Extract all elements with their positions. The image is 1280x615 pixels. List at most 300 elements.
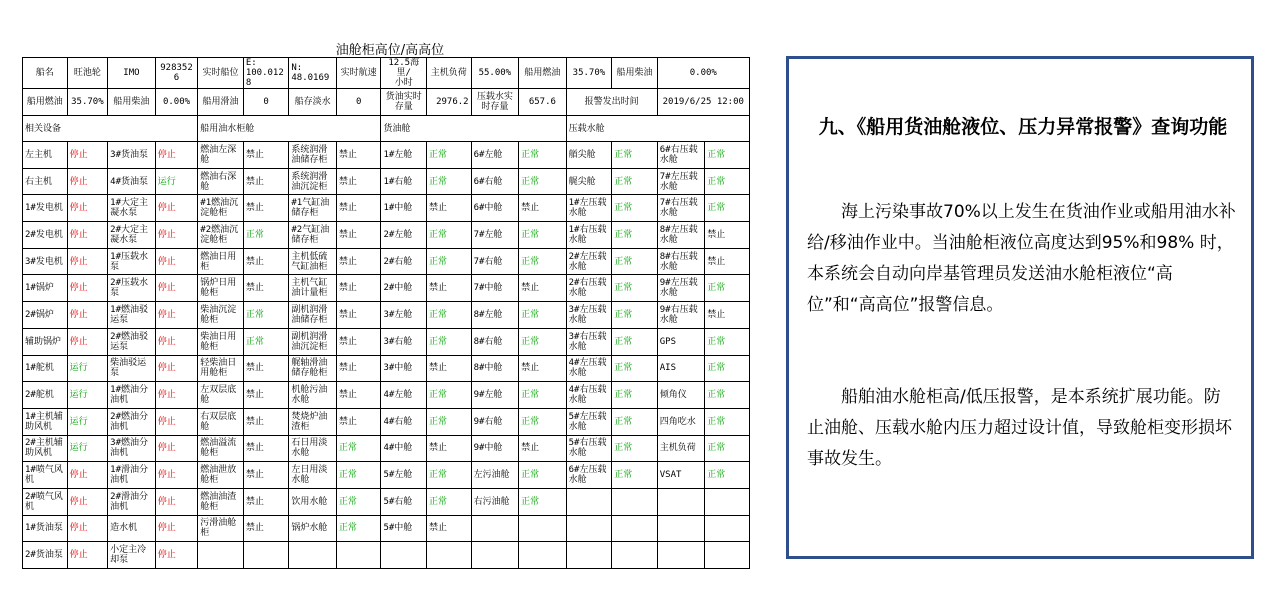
table-cell: 停止 (155, 302, 198, 329)
table-cell: 停止 (155, 195, 198, 222)
table-cell: 正常 (427, 248, 472, 275)
info-cell: 35.70% (566, 58, 612, 89)
table-cell: 正常 (612, 195, 658, 222)
table-cell: 禁止 (336, 248, 381, 275)
table-cell: 禁止 (243, 462, 289, 489)
table-cell: 禁止 (243, 435, 289, 462)
table-cell: 正常 (336, 515, 381, 542)
table-cell: 禁止 (243, 195, 289, 222)
panel-paragraph-2: 船舶油水舱柜高/低压报警，是本系统扩展功能。防止油舱、压载水舱内压力超过设计值，导致舱柜变形损坏事故发生。 (807, 387, 1232, 469)
info-cell: 657.6 (519, 89, 567, 116)
table-cell: 正常 (427, 408, 472, 435)
table-cell: 7#左舱 (471, 222, 519, 249)
table-cell: #2燃油沉 淀舱柜 (198, 222, 244, 249)
table-cell: 停止 (155, 542, 198, 569)
table-cell (427, 542, 472, 569)
info-cell: 报警发出时间 (566, 89, 657, 116)
info-cell: 12.5海里/ 小时 (381, 58, 427, 89)
table-cell: 正常 (243, 302, 289, 329)
table-row (23, 275, 750, 302)
table-cell: 禁止 (705, 302, 750, 329)
info-cell: 船用燃油 (519, 58, 567, 89)
table-cell: 正常 (243, 222, 289, 249)
feature-description-panel (786, 56, 1254, 559)
table-cell (705, 488, 750, 515)
table-cell: 4#左压载 水舱 (566, 355, 612, 382)
table-cell: 正常 (427, 328, 472, 355)
table-cell: 停止 (155, 222, 198, 249)
table-cell: 停止 (67, 328, 108, 355)
table-cell: 2#右压载 水舱 (566, 275, 612, 302)
table-cell: 禁止 (243, 248, 289, 275)
table-cell: 9#中舱 (471, 435, 519, 462)
table-cell: 8#右舱 (471, 328, 519, 355)
table-cell: 右双层底 舱 (198, 408, 244, 435)
table-cell: GPS (657, 328, 705, 355)
table-cell: 正常 (519, 168, 567, 195)
table-cell: 正常 (612, 275, 658, 302)
table-row (23, 302, 750, 329)
info-cell: 实时船位 (198, 58, 244, 89)
table-cell: 停止 (67, 462, 108, 489)
table-cell: 禁止 (427, 515, 472, 542)
table-cell: 停止 (67, 488, 108, 515)
table-cell: 左双层底 舱 (198, 382, 244, 409)
table-cell: 正常 (243, 328, 289, 355)
table-cell: 艏尖舱 (566, 142, 612, 169)
table-cell: 1#中舱 (381, 195, 427, 222)
table-cell: 1#货油泵 (23, 515, 68, 542)
table-cell: 四角吃水 (657, 408, 705, 435)
table-cell: 2#左压载 水舱 (566, 248, 612, 275)
table-cell: 1#滑油分 油机 (108, 462, 156, 489)
table-cell: 正常 (336, 462, 381, 489)
table-cell: 副机润滑 油沉淀柜 (289, 328, 337, 355)
table-cell: 正常 (705, 462, 750, 489)
table-cell: 运行 (155, 168, 198, 195)
table-cell: 禁止 (243, 515, 289, 542)
table-cell: 正常 (427, 302, 472, 329)
table-cell: 停止 (155, 142, 198, 169)
table-cell: 正常 (519, 222, 567, 249)
table-cell: 正常 (705, 435, 750, 462)
table-cell (612, 488, 658, 515)
table-cell: 石日用淡 水舱 (289, 435, 337, 462)
table-cell: 3#发电机 (23, 248, 68, 275)
table-cell: 正常 (519, 248, 567, 275)
table-cell: 艉轴滑油 储存舱柜 (289, 355, 337, 382)
table-cell (612, 542, 658, 569)
table-cell: 停止 (67, 515, 108, 542)
table-cell: #2气缸油 储存柜 (289, 222, 337, 249)
info-cell: 船用燃油 (23, 89, 68, 116)
table-cell (657, 488, 705, 515)
table-cell: 5#中舱 (381, 515, 427, 542)
table-cell: 3#中舱 (381, 355, 427, 382)
table-cell: 正常 (336, 488, 381, 515)
table-cell: 柴油驳运 泵 (108, 355, 156, 382)
section-header-equipment: 相关设备 (23, 116, 198, 142)
table-cell: 停止 (155, 248, 198, 275)
table-cell: 7#中舱 (471, 275, 519, 302)
table-cell: 正常 (705, 195, 750, 222)
table-cell: 4#右压载 水舱 (566, 382, 612, 409)
table-cell: 禁止 (336, 142, 381, 169)
table-cell: 正常 (427, 382, 472, 409)
table-cell: 6#中舱 (471, 195, 519, 222)
table-cell: 运行 (67, 355, 108, 382)
table-cell: 燃油油渣 舱柜 (198, 488, 244, 515)
table-cell: 1#舵机 (23, 355, 68, 382)
table-cell: 2#锅炉 (23, 302, 68, 329)
table-cell: 正常 (519, 302, 567, 329)
table-cell: 禁止 (427, 435, 472, 462)
table-cell: 禁止 (243, 275, 289, 302)
table-cell (566, 542, 612, 569)
table-cell: 正常 (336, 435, 381, 462)
info-cell: 实时航速 (336, 58, 381, 89)
table-cell: 正常 (519, 408, 567, 435)
table-cell: 停止 (67, 248, 108, 275)
table-cell: 1#左压载 水舱 (566, 195, 612, 222)
table-cell: 主机气缸 油计量柜 (289, 275, 337, 302)
table-cell: 8#右压载 水舱 (657, 248, 705, 275)
table-cell: 6#左舱 (471, 142, 519, 169)
table-cell: 禁止 (336, 328, 381, 355)
table-row (23, 328, 750, 355)
table-cell: 禁止 (336, 408, 381, 435)
table-cell: 停止 (155, 275, 198, 302)
info-cell: 船名 (23, 58, 68, 89)
table-cell: 2#左舱 (381, 222, 427, 249)
table-cell: 1#左舱 (381, 142, 427, 169)
table-cell: 运行 (67, 382, 108, 409)
table-cell: 禁止 (243, 408, 289, 435)
table-cell (471, 542, 519, 569)
table-cell (381, 542, 427, 569)
info-cell: E: 100.0128 (243, 58, 289, 89)
table-cell: 禁止 (519, 275, 567, 302)
table-cell: 左主机 (23, 142, 68, 169)
table-cell (336, 542, 381, 569)
table-cell: 饮用水舱 (289, 488, 337, 515)
table-cell: 正常 (612, 328, 658, 355)
table-cell (705, 515, 750, 542)
table-cell: 停止 (67, 142, 108, 169)
table-cell: 左污油舱 (471, 462, 519, 489)
table-cell: 4#右舱 (381, 408, 427, 435)
table-cell: 2#燃油分 油机 (108, 408, 156, 435)
info-cell: 货油实时 存量 (381, 89, 427, 116)
info-cell: 船用滑油 (198, 89, 244, 116)
table-row (23, 355, 750, 382)
table-cell: 禁止 (243, 355, 289, 382)
table-cell: 造水机 (108, 515, 156, 542)
table-cell: 燃油右深 舱 (198, 168, 244, 195)
table-cell: 右主机 (23, 168, 68, 195)
table-cell: 正常 (612, 462, 658, 489)
table-cell: 2#压载水 泵 (108, 275, 156, 302)
table-cell: 燃油溢流 舱柜 (198, 435, 244, 462)
info-cell: 船用柴油 (612, 58, 658, 89)
table-cell: 燃油日用 柜 (198, 248, 244, 275)
info-row (23, 89, 750, 116)
tank-status-table (22, 57, 750, 569)
info-cell: 主机负荷 (427, 58, 472, 89)
table-cell: 禁止 (336, 195, 381, 222)
info-cell: 0.00% (657, 58, 749, 89)
table-cell: 倾角仪 (657, 382, 705, 409)
table-cell: #1气缸油 储存柜 (289, 195, 337, 222)
table-cell: 5#右舱 (381, 488, 427, 515)
table-cell: 1#燃油驳 运泵 (108, 302, 156, 329)
table-cell: 正常 (705, 142, 750, 169)
table-row (23, 248, 750, 275)
table-cell: 4#货油泵 (108, 168, 156, 195)
table-cell: 禁止 (336, 168, 381, 195)
table-cell: 运行 (67, 435, 108, 462)
table-row (23, 435, 750, 462)
table-cell: 2#右舱 (381, 248, 427, 275)
table-cell: 1#压载水 泵 (108, 248, 156, 275)
table-cell: 正常 (612, 382, 658, 409)
info-cell: 2019/6/25 12:00 (657, 89, 749, 116)
table-cell: 禁止 (243, 382, 289, 409)
table-cell: 正常 (612, 142, 658, 169)
table-cell: 2#货油泵 (23, 542, 68, 569)
table-cell: 辅助锅炉 (23, 328, 68, 355)
table-cell: 2#主机辅 助风机 (23, 435, 68, 462)
table-cell: 5#左压载 水舱 (566, 408, 612, 435)
table-cell: 9#左舱 (471, 382, 519, 409)
table-cell: 2#喷气风 机 (23, 488, 68, 515)
table-cell: 污滑油舱 柜 (198, 515, 244, 542)
table-cell: 正常 (427, 462, 472, 489)
table-cell: 正常 (705, 408, 750, 435)
info-cell: 船存淡水 (289, 89, 337, 116)
table-cell: 禁止 (427, 275, 472, 302)
table-cell: VSAT (657, 462, 705, 489)
table-cell: 禁止 (519, 435, 567, 462)
table-row (23, 222, 750, 249)
table-cell: 停止 (155, 382, 198, 409)
table-cell: 正常 (705, 168, 750, 195)
table-cell: 副机润滑 油储存柜 (289, 302, 337, 329)
table-cell: 停止 (67, 302, 108, 329)
info-cell: 船用柴油 (108, 89, 156, 116)
table-cell: 系统润滑 油储存柜 (289, 142, 337, 169)
table-cell (566, 515, 612, 542)
table-cell (657, 515, 705, 542)
table-cell: 正常 (427, 488, 472, 515)
info-cell: 35.70% (67, 89, 108, 116)
table-row (23, 488, 750, 515)
table-cell: 禁止 (243, 142, 289, 169)
table-cell: 1#喷气风 机 (23, 462, 68, 489)
table-cell: 正常 (519, 462, 567, 489)
table-cell: 正常 (519, 142, 567, 169)
table-cell: 1#锅炉 (23, 275, 68, 302)
table-cell: 正常 (612, 248, 658, 275)
table-cell: 小定主冷 却泵 (108, 542, 156, 569)
table-cell (566, 488, 612, 515)
table-cell: 停止 (67, 168, 108, 195)
table-cell: 3#货油泵 (108, 142, 156, 169)
table-cell: 禁止 (519, 195, 567, 222)
table-cell (612, 515, 658, 542)
table-cell: 8#中舱 (471, 355, 519, 382)
table-row (23, 168, 750, 195)
table-cell: 停止 (155, 328, 198, 355)
table-cell: 9#右舱 (471, 408, 519, 435)
info-cell: 0 (336, 89, 381, 116)
table-cell: 正常 (427, 222, 472, 249)
table-title: 油舱柜高位/高高位 (335, 43, 445, 58)
table-cell: 禁止 (519, 355, 567, 382)
table-cell: 燃油泄放 舱柜 (198, 462, 244, 489)
table-cell: 6#右舱 (471, 168, 519, 195)
table-cell: 正常 (612, 355, 658, 382)
table-cell: 1#大定主 凝水泵 (108, 195, 156, 222)
table-row (23, 142, 750, 169)
table-cell: 运行 (67, 408, 108, 435)
table-cell: 正常 (427, 168, 472, 195)
table-cell: 正常 (612, 435, 658, 462)
table-cell: 4#中舱 (381, 435, 427, 462)
table-cell: 锅炉水舱 (289, 515, 337, 542)
table-row (23, 515, 750, 542)
table-cell: #1燃油沉 淀舱柜 (198, 195, 244, 222)
info-cell: 0.00% (155, 89, 198, 116)
table-row (23, 408, 750, 435)
table-cell: 系统润滑 油沉淀柜 (289, 168, 337, 195)
table-cell: 9#右压载 水舱 (657, 302, 705, 329)
table-cell: 正常 (612, 408, 658, 435)
info-cell: 9283526 (155, 58, 198, 89)
table-cell: 停止 (155, 488, 198, 515)
table-cell: 1#右舱 (381, 168, 427, 195)
table-cell: 正常 (519, 382, 567, 409)
table-cell: 正常 (705, 328, 750, 355)
table-cell: 禁止 (336, 302, 381, 329)
table-cell: 正常 (427, 142, 472, 169)
info-cell: 0 (243, 89, 289, 116)
info-cell: 旺池轮 (67, 58, 108, 89)
table-cell: 4#左舱 (381, 382, 427, 409)
table-cell: 停止 (67, 275, 108, 302)
table-cell: 1#燃油分 油机 (108, 382, 156, 409)
table-cell: 3#左舱 (381, 302, 427, 329)
table-cell: 停止 (67, 542, 108, 569)
table-cell: 禁止 (336, 382, 381, 409)
table-cell: 禁止 (427, 195, 472, 222)
table-cell: 正常 (612, 222, 658, 249)
table-cell: 机舱污油 水舱 (289, 382, 337, 409)
table-cell: 柴油日用 舱柜 (198, 328, 244, 355)
table-cell: 停止 (155, 355, 198, 382)
table-cell: 禁止 (243, 168, 289, 195)
section-header-row (23, 116, 750, 142)
panel-heading: 九、《船用货油舱液位、压力异常报警》查询功能 (818, 116, 1228, 138)
info-cell: 2976.2 (427, 89, 472, 116)
table-cell: 正常 (519, 488, 567, 515)
table-cell (519, 542, 567, 569)
table-cell: 正常 (612, 168, 658, 195)
table-cell (705, 542, 750, 569)
info-row (23, 58, 750, 89)
table-cell: 禁止 (705, 222, 750, 249)
table-cell: 禁止 (705, 248, 750, 275)
table-row (23, 542, 750, 569)
table-cell: 禁止 (336, 355, 381, 382)
table-cell: AIS (657, 355, 705, 382)
table-cell: 禁止 (336, 222, 381, 249)
table-cell: 2#大定主 凝水泵 (108, 222, 156, 249)
section-header-fuel-tanks: 船用油水柜舱 (198, 116, 381, 142)
table-cell: 停止 (67, 195, 108, 222)
table-cell: 2#发电机 (23, 222, 68, 249)
table-cell: 停止 (67, 222, 108, 249)
table-cell: 停止 (155, 462, 198, 489)
table-cell: 正常 (612, 302, 658, 329)
table-cell: 主机负荷 (657, 435, 705, 462)
table-cell: 7#右舱 (471, 248, 519, 275)
table-cell: 停止 (155, 435, 198, 462)
section-header-cargo-tanks: 货油舱 (381, 116, 566, 142)
table-cell: 5#左舱 (381, 462, 427, 489)
table-cell: 5#右压载 水舱 (566, 435, 612, 462)
table-cell (243, 542, 289, 569)
table-row (23, 382, 750, 409)
table-cell: 轻柴油日 用舱柜 (198, 355, 244, 382)
table-row (23, 462, 750, 489)
table-cell: 停止 (155, 515, 198, 542)
table-cell: 禁止 (243, 488, 289, 515)
table-cell: 正常 (519, 328, 567, 355)
table-cell: 禁止 (427, 355, 472, 382)
table-cell: 2#中舱 (381, 275, 427, 302)
table-cell: 8#左舱 (471, 302, 519, 329)
table-cell: 正常 (705, 275, 750, 302)
table-cell: 柴油沉淀 舱柜 (198, 302, 244, 329)
table-cell: 3#右舱 (381, 328, 427, 355)
info-cell: N: 48.0169 (289, 58, 337, 89)
table-cell: 3#左压载 水舱 (566, 302, 612, 329)
table-cell: 左日用淡 水舱 (289, 462, 337, 489)
section-header-ballast-tanks: 压载水舱 (566, 116, 749, 142)
info-cell: 55.00% (471, 58, 519, 89)
table-cell: 主机低硫 气缸油柜 (289, 248, 337, 275)
info-cell: 压载水实 时存量 (471, 89, 519, 116)
table-cell: 2#舵机 (23, 382, 68, 409)
table-cell: 燃油左深 舱 (198, 142, 244, 169)
table-cell: 艉尖舱 (566, 168, 612, 195)
info-cell: IMO (108, 58, 156, 89)
table-cell: 锅炉日用 舱柜 (198, 275, 244, 302)
table-cell: 焚烧炉油 渣柜 (289, 408, 337, 435)
table-cell (198, 542, 244, 569)
panel-paragraph-1: 海上污染事故70%以上发生在货油作业或船用油水补给/移油作业中。当油舱柜液位高度达到95%和98% 时，本系统会自动向岸基管理员发送油水舱柜液位“高位”和“高高位”报警信息。 (807, 202, 1236, 315)
table-cell: 正常 (705, 355, 750, 382)
table-cell: 1#发电机 (23, 195, 68, 222)
table-cell: 停止 (155, 408, 198, 435)
table-cell (519, 515, 567, 542)
table-cell: 2#滑油分 油机 (108, 488, 156, 515)
table-cell: 2#燃油驳 运泵 (108, 328, 156, 355)
table-cell: 3#燃油分 油机 (108, 435, 156, 462)
table-cell: 7#左压载 水舱 (657, 168, 705, 195)
table-cell: 1#主机辅 助风机 (23, 408, 68, 435)
